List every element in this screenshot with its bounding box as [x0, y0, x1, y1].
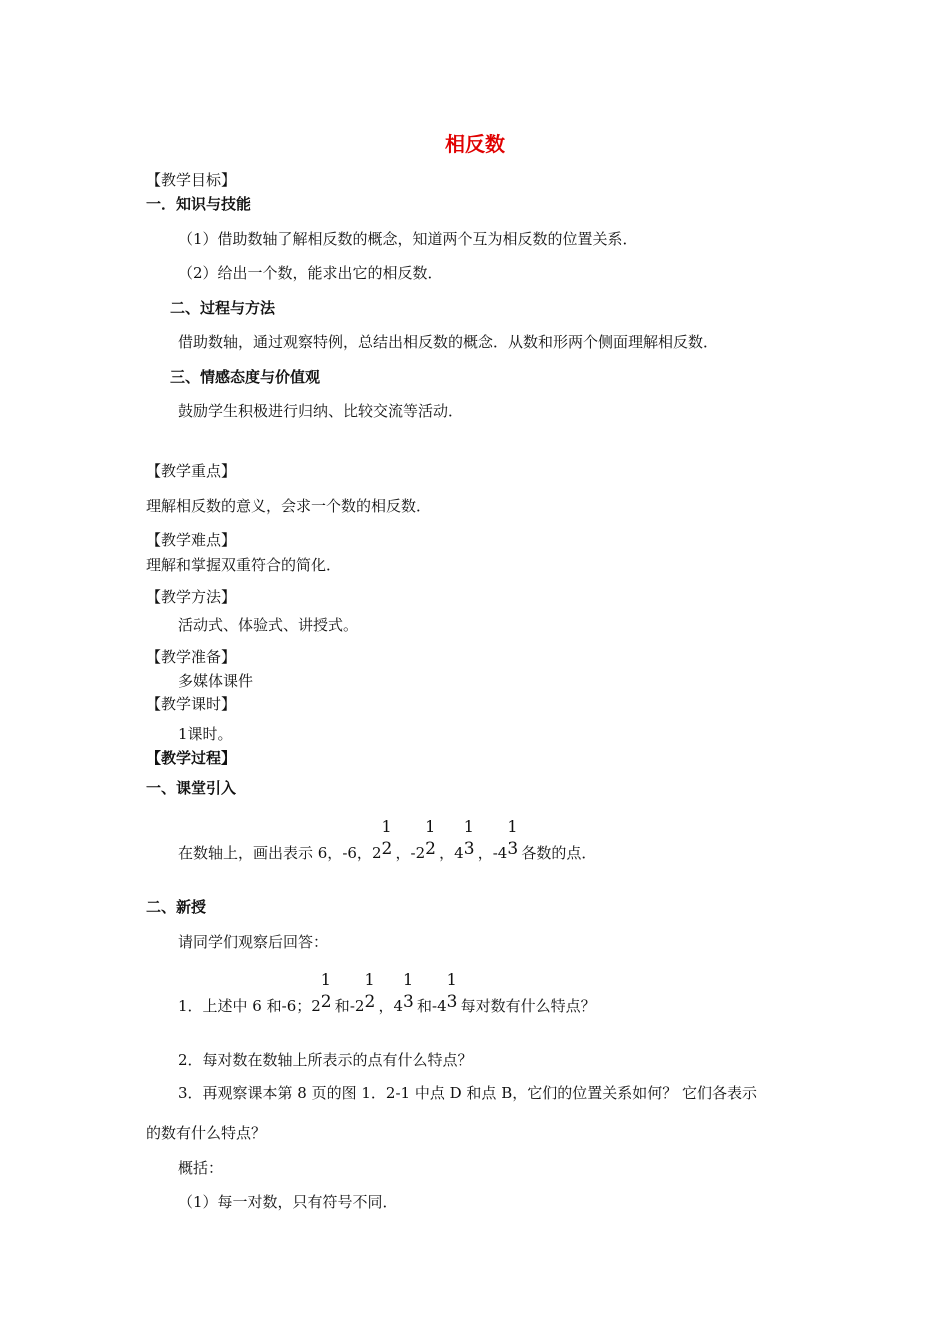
- intro-prefix: 在数轴上，画出表示 6，-6，: [178, 844, 372, 862]
- period-text: 1课时。: [178, 725, 233, 743]
- new-heading: 二、新授: [146, 898, 207, 916]
- difficulty-text: 理解和掌握双重符合的简化．: [146, 556, 342, 574]
- connector: ，: [378, 997, 394, 1015]
- mixed-whole: 2: [311, 997, 321, 1015]
- prep-text: 多媒体课件: [178, 672, 254, 690]
- fraction: [364, 970, 378, 1016]
- method-heading: 【教学方法】: [146, 588, 237, 606]
- connector: 和: [417, 997, 433, 1015]
- numerator: 1: [425, 817, 436, 836]
- key-text: 理解相反数的意义，会求一个数的相反数．: [146, 497, 432, 515]
- goal1-item1: （1）借助数轴了解相反数的概念，知道两个互为相反数的位置关系．: [178, 230, 638, 248]
- goal2-text: 借助数轴，通过观察特例，总结出相反数的概念．从数和形两个侧面理解相反数．: [178, 333, 719, 351]
- denominator: 3: [507, 839, 519, 859]
- summary-item-1: （1）每一对数，只有符号不同．: [178, 1193, 398, 1211]
- denominator: 3: [403, 992, 414, 1012]
- mixed-whole: 4: [393, 997, 403, 1015]
- separator: ，: [395, 844, 411, 862]
- mixed-whole: -2: [349, 997, 365, 1015]
- fraction: [463, 817, 478, 863]
- denominator: 2: [320, 992, 332, 1012]
- connector: 和: [334, 997, 350, 1015]
- intro-heading: 一、课堂引入: [146, 779, 237, 797]
- separator: ，: [477, 844, 493, 862]
- numerator: 1: [507, 817, 518, 836]
- page-title: 相反数: [445, 132, 505, 156]
- intro-line: [178, 817, 597, 863]
- numerator: 1: [381, 817, 392, 836]
- denominator: 3: [463, 839, 475, 859]
- fraction: [446, 970, 461, 1016]
- question-3-line-2: 的数有什么特点？: [146, 1124, 267, 1142]
- summary-heading: 概括：: [178, 1159, 224, 1177]
- goals-heading: 【教学目标】: [146, 171, 237, 189]
- goal1-item2: （2）给出一个数，能求出它的相反数．: [178, 264, 443, 282]
- numerator: 1: [463, 817, 474, 836]
- q1-prefix: 1．上述中 6 和-6；: [178, 997, 312, 1015]
- goal3-text: 鼓励学生积极进行归纳、比较交流等活动．: [178, 402, 464, 420]
- mixed-whole: -2: [410, 844, 426, 862]
- method-text: 活动式、体验式、讲授式。: [178, 616, 359, 634]
- goal1-heading: 一．知识与技能: [146, 195, 252, 213]
- q1-suffix: 每对数有什么特点？: [460, 997, 596, 1015]
- difficulty-heading: 【教学难点】: [146, 531, 237, 549]
- denominator: 2: [381, 839, 393, 859]
- denominator: 2: [364, 992, 376, 1012]
- fraction: [425, 817, 439, 863]
- intro-suffix: 各数的点．: [521, 844, 597, 862]
- prep-heading: 【教学准备】: [146, 648, 237, 666]
- numerator: 1: [446, 970, 457, 989]
- separator: ，: [439, 844, 455, 862]
- key-heading: 【教学重点】: [146, 462, 237, 480]
- denominator: 3: [446, 992, 458, 1012]
- fraction: [403, 970, 417, 1016]
- new-prompt: 请同学们观察后回答：: [178, 933, 329, 951]
- mixed-whole: -4: [492, 844, 508, 862]
- question-2: 2．每对数在数轴上所表示的点有什么特点？: [178, 1051, 473, 1069]
- mixed-whole: -4: [432, 997, 447, 1015]
- period-heading: 【教学课时】: [146, 695, 237, 713]
- question-3-line-1: 3．再观察课本第 8 页的图 1．2-1 中点 D 和点 B，它们的位置关系如何？ 它们各表示: [178, 1084, 757, 1102]
- goal3-heading: 三、情感态度与价值观: [170, 368, 321, 386]
- numerator: 1: [320, 970, 331, 989]
- process-heading: 【教学过程】: [146, 749, 237, 767]
- numerator: 1: [364, 970, 375, 989]
- fraction: [320, 970, 335, 1016]
- fraction: [507, 817, 521, 863]
- goal2-heading: 二、过程与方法: [170, 299, 276, 317]
- numerator: 1: [403, 970, 414, 989]
- question-1: [178, 970, 596, 1016]
- mixed-whole: 4: [454, 844, 464, 862]
- mixed-whole: 2: [371, 844, 382, 862]
- fraction: [381, 817, 395, 863]
- denominator: 2: [425, 839, 436, 859]
